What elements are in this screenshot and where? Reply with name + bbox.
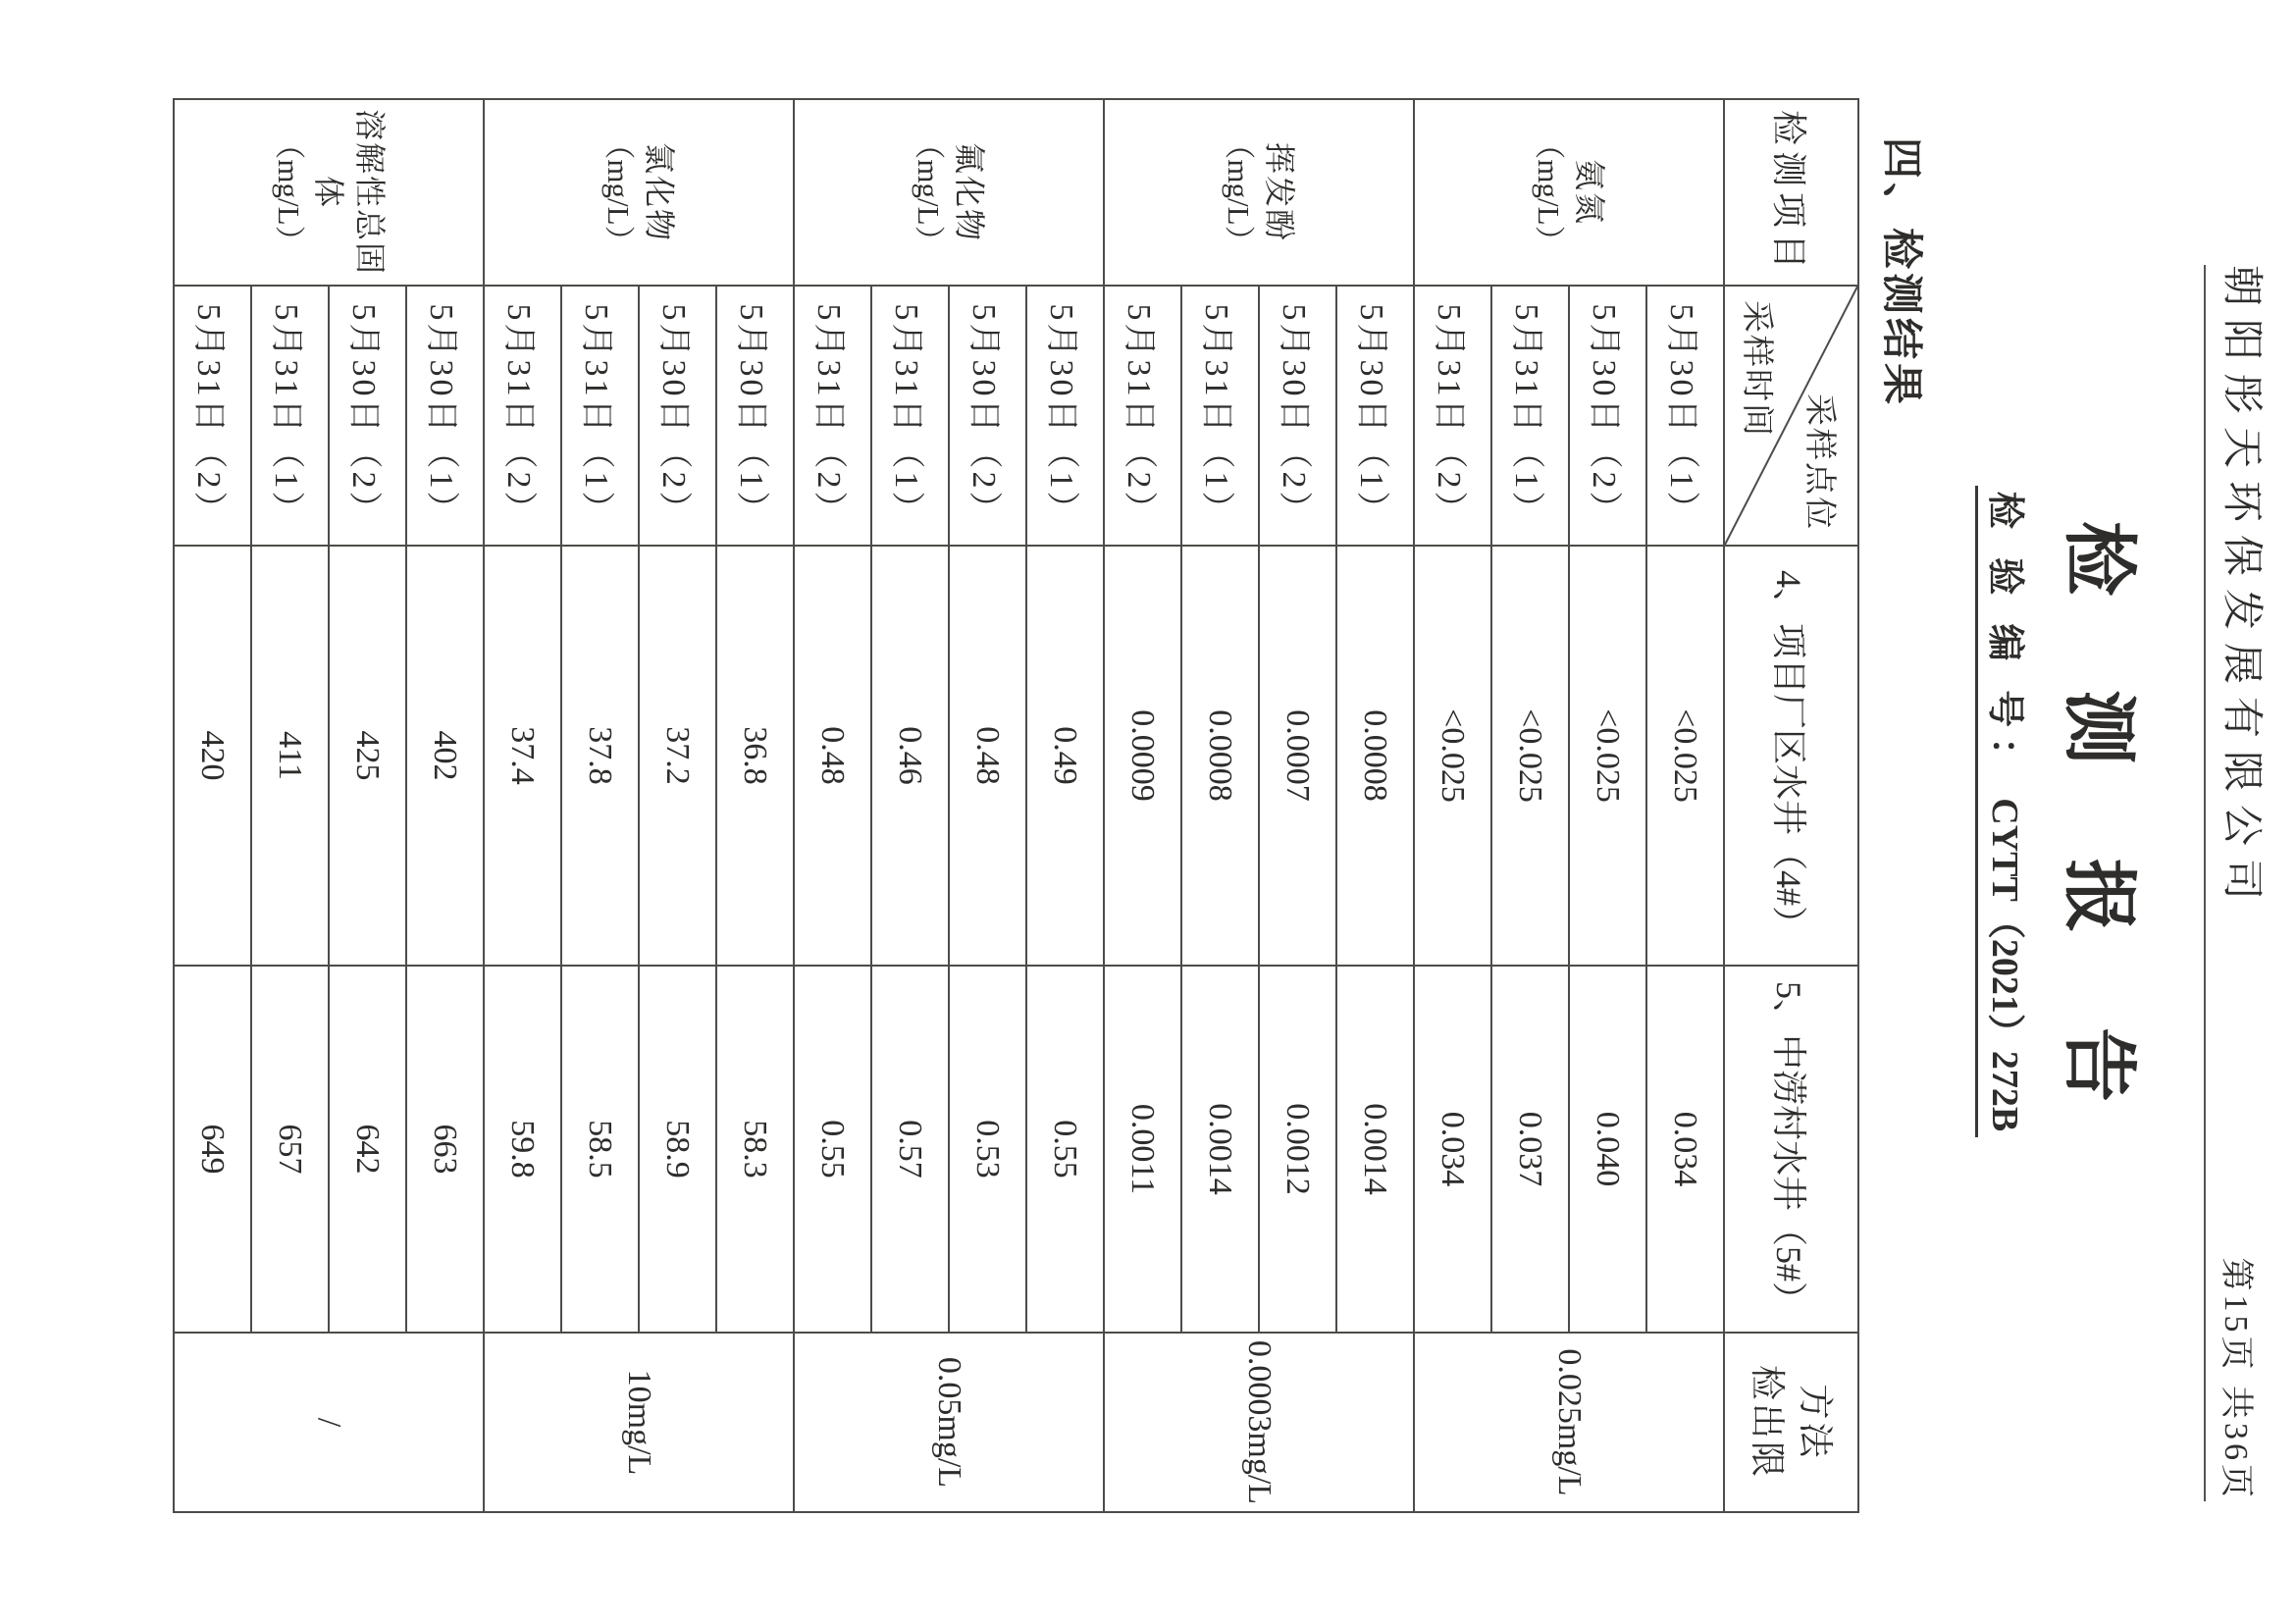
value-cell-well4: <0.025 xyxy=(1414,546,1491,966)
date-cell: 5月30日（1） xyxy=(406,286,484,546)
header-sampling-time: 采样时间 xyxy=(1739,300,1774,438)
header-method-limit xyxy=(1724,1333,1858,1512)
item-cell xyxy=(484,99,794,286)
table-header-row xyxy=(1724,99,1858,1512)
table-row xyxy=(1491,99,1569,1512)
value-cell-well4: 411 xyxy=(251,546,329,966)
table-row xyxy=(1336,99,1414,1512)
date-cell: 5月30日（2） xyxy=(949,286,1026,546)
value-cell-well5: 0.57 xyxy=(871,966,949,1333)
value-cell-well5: 0.040 xyxy=(1569,966,1646,1333)
value-cell-well4: 0.48 xyxy=(949,546,1026,966)
table-row xyxy=(329,99,406,1512)
value-cell-well4: 0.0008 xyxy=(1336,546,1414,966)
limit-cell: 0.05mg/L xyxy=(794,1333,1104,1512)
header-diagonal-cell xyxy=(1724,286,1858,546)
table-row xyxy=(1181,99,1259,1512)
date-cell: 5月31日（1） xyxy=(1491,286,1569,546)
table-row xyxy=(1259,99,1336,1512)
table-row xyxy=(949,99,1026,1512)
document-header xyxy=(2204,265,2274,1501)
date-cell: 5月31日（2） xyxy=(1104,286,1181,546)
value-cell-well5: 0.034 xyxy=(1646,966,1724,1333)
header-method-line2: 检出限 xyxy=(1748,1364,1788,1480)
results-table xyxy=(173,98,1859,1513)
item-name: 挥发酚 xyxy=(1261,141,1297,242)
table-row xyxy=(1646,99,1724,1512)
date-cell: 5月31日（2） xyxy=(484,286,561,546)
value-cell-well4: 36.8 xyxy=(716,546,794,966)
limit-cell: 0.025mg/L xyxy=(1414,1333,1724,1512)
table-row xyxy=(174,99,251,1512)
value-cell-well5: 59.8 xyxy=(484,966,561,1333)
value-cell-well5: 0.53 xyxy=(949,966,1026,1333)
date-cell: 5月31日（1） xyxy=(1181,286,1259,546)
date-cell: 5月31日（2） xyxy=(174,286,251,546)
date-cell: 5月30日（2） xyxy=(1569,286,1646,546)
table-row xyxy=(251,99,329,1512)
header-method-line1: 方法 xyxy=(1796,1384,1836,1461)
value-cell-well5: 0.55 xyxy=(794,966,871,1333)
value-cell-well4: 37.4 xyxy=(484,546,561,966)
date-cell: 5月30日（1） xyxy=(1646,286,1724,546)
value-cell-well5: 0.0011 xyxy=(1104,966,1181,1333)
table-row xyxy=(1414,99,1491,1512)
value-cell-well4: 0.0007 xyxy=(1259,546,1336,966)
value-cell-well5: 58.3 xyxy=(716,966,794,1333)
item-cell xyxy=(794,99,1104,286)
value-cell-well4: <0.025 xyxy=(1646,546,1724,966)
table-row xyxy=(794,99,871,1512)
value-cell-well4: 425 xyxy=(329,546,406,966)
value-cell-well5: 642 xyxy=(329,966,406,1333)
date-cell: 5月30日（1） xyxy=(1026,286,1104,546)
table-row xyxy=(1026,99,1104,1512)
item-unit: （mg/L） xyxy=(601,129,637,256)
report-number-underline xyxy=(1975,486,2036,1137)
date-cell: 5月30日（2） xyxy=(329,286,406,546)
date-cell: 5月30日（2） xyxy=(1259,286,1336,546)
item-cell xyxy=(1414,99,1724,286)
value-cell-well5: 649 xyxy=(174,966,251,1333)
item-name: 氯化物 xyxy=(641,141,677,242)
value-cell-well4: 0.0009 xyxy=(1104,546,1181,966)
item-unit: （mg/L） xyxy=(1532,129,1567,256)
report-number-label: 检 验 编 号： xyxy=(1984,491,2025,785)
date-cell: 5月30日（2） xyxy=(639,286,716,546)
item-unit: （mg/L） xyxy=(912,129,947,256)
table-row xyxy=(561,99,639,1512)
value-cell-well5: 0.034 xyxy=(1414,966,1491,1333)
item-cell xyxy=(1104,99,1414,286)
value-cell-well5: 58.5 xyxy=(561,966,639,1333)
limit-cell: 10mg/L xyxy=(484,1333,794,1512)
value-cell-well5: 0.0014 xyxy=(1336,966,1414,1333)
value-cell-well4: 0.46 xyxy=(871,546,949,966)
report-title: 检测报告 xyxy=(2057,521,2139,1196)
report-number-line xyxy=(1975,0,2036,1623)
limit-cell: 0.0003mg/L xyxy=(1104,1333,1414,1512)
value-cell-well4: 420 xyxy=(174,546,251,966)
item-cell xyxy=(174,99,484,286)
value-cell-well5: 58.9 xyxy=(639,966,716,1333)
value-cell-well4: 37.8 xyxy=(561,546,639,966)
value-cell-well5: 0.55 xyxy=(1026,966,1104,1333)
item-name: 溶解性总固体 xyxy=(311,108,388,276)
item-unit: （mg/L） xyxy=(1222,129,1257,256)
header-sampling-point: 采样点位 xyxy=(1801,393,1837,531)
table-row xyxy=(871,99,949,1512)
value-cell-well4: 0.0008 xyxy=(1181,546,1259,966)
company-name: 朝阳彤天环保发展有限公司 xyxy=(2218,265,2264,914)
table-row xyxy=(639,99,716,1512)
date-cell: 5月31日（1） xyxy=(561,286,639,546)
value-cell-well4: 402 xyxy=(406,546,484,966)
value-cell-well4: <0.025 xyxy=(1491,546,1569,966)
value-cell-well5: 663 xyxy=(406,966,484,1333)
item-name: 氨氮 xyxy=(1571,158,1607,226)
date-cell: 5月30日（1） xyxy=(1336,286,1414,546)
table-row xyxy=(484,99,561,1512)
date-cell: 5月31日（1） xyxy=(251,286,329,546)
table-row xyxy=(1569,99,1646,1512)
header-well4: 4、项目厂区水井（4#） xyxy=(1724,546,1858,966)
value-cell-well4: 0.49 xyxy=(1026,546,1104,966)
limit-cell: / xyxy=(174,1333,484,1512)
table-row xyxy=(406,99,484,1512)
date-cell: 5月31日（1） xyxy=(871,286,949,546)
item-unit: （mg/L） xyxy=(271,129,306,256)
page-number: 第15页 共36页 xyxy=(2218,1257,2254,1501)
value-cell-well4: <0.025 xyxy=(1569,546,1646,966)
value-cell-well5: 0.0014 xyxy=(1181,966,1259,1333)
date-cell: 5月30日（1） xyxy=(716,286,794,546)
value-cell-well4: 0.48 xyxy=(794,546,871,966)
value-cell-well5: 0.037 xyxy=(1491,966,1569,1333)
item-name: 氟化物 xyxy=(951,141,987,242)
table-row xyxy=(716,99,794,1512)
date-cell: 5月31日（2） xyxy=(794,286,871,546)
section-heading: 四、检测结果 xyxy=(1878,137,1923,409)
table-row xyxy=(1104,99,1181,1512)
value-cell-well5: 0.0012 xyxy=(1259,966,1336,1333)
value-cell-well5: 657 xyxy=(251,966,329,1333)
date-cell: 5月31日（2） xyxy=(1414,286,1491,546)
header-well5: 5、中涝村水井（5#） xyxy=(1724,966,1858,1333)
value-cell-well4: 37.2 xyxy=(639,546,716,966)
report-number-value: CYTT（2021）272B xyxy=(1984,798,2025,1132)
header-item: 检测项目 xyxy=(1724,99,1858,286)
